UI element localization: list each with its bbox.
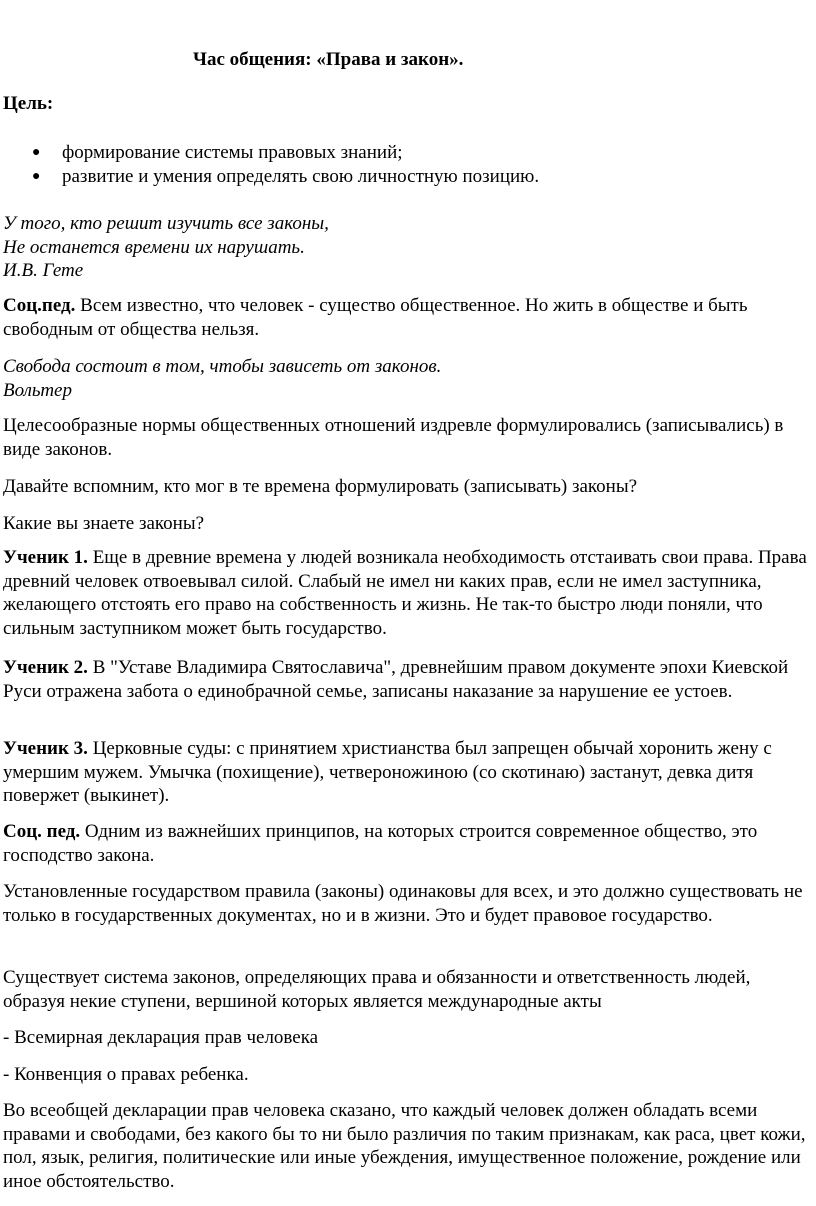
paragraph-student-1: [3, 546, 808, 640]
goal-label: Цель:: [3, 93, 54, 114]
epigraph-author: И.В. Гете: [3, 260, 84, 281]
paragraph-text: Еще в древние времена у людей возникала необходимость отстаивать свои права. Права древний человек отвоевывал силой. Слабый не имел ни каких прав, если не имел заступника, желающего отстоять его право на собственность и жизнь. Не так-то быстро люди поняли, что сильным заступником может быть государство.: [3, 547, 807, 639]
speaker-label: Ученик 3.: [3, 738, 88, 759]
epigraph-line: Не останется времени их нарушать.: [3, 236, 305, 258]
paragraph-convention: - Конвенция о правах ребенка.: [3, 1064, 249, 1085]
page-title: Час общения: «Права и закон».: [193, 49, 464, 70]
speaker-label: Ученик 1.: [3, 547, 88, 568]
speaker-label: Соц.пед.: [3, 295, 76, 316]
epigraph-voltaire: [3, 355, 808, 402]
paragraph-question-1: Давайте вспомним, кто мог в те времена формулировать (записывать) законы?: [3, 476, 638, 497]
epigraph-line: Свобода состоит в том, чтобы зависеть от законов.: [3, 356, 442, 377]
paragraph-system-of-laws: Существует система законов, определяющих права и обязанности и ответственность людей, образуя некие ступени, вершиной которых является международные акты: [3, 967, 751, 1012]
paragraph-text: Одним из важнейших принципов, на которых строится современное общество, это господство закона.: [3, 821, 758, 866]
speaker-label: Ученик 2.: [3, 657, 88, 678]
speaker-label: Соц. пед.: [3, 821, 81, 842]
list-item: ● формирование системы правовых знаний;: [32, 142, 403, 163]
paragraph-laws-intro: Целесообразные нормы общественных отношений издревле формулировались (записывались) в виде законов.: [3, 415, 784, 460]
paragraph-declaration: - Всемирная декларация прав человека: [3, 1027, 319, 1048]
bullet-icon: ●: [32, 145, 41, 160]
paragraph-text: Церковные суды: с принятием христианства был запрещен обычай хоронить жену с умершим мужем. Умычка (похищение), четвероножиною (со скотинаю) застанут, девка дитя повержет (выкинет).: [3, 738, 772, 806]
paragraph-text: Всем известно, что человек - существо общественное. Но жить в обществе и быть свободным от общества нельзя.: [3, 295, 748, 340]
paragraph-student-3: [3, 737, 808, 808]
epigraph-goethe: [3, 212, 808, 283]
epigraph-author: Вольтер: [3, 379, 72, 401]
paragraph-rule-of-law: Установленные государством правила (законы) одинаковы для всех, и это должно существовать не только в государственных документах, но и в жизни. Это и будет правовое государство.: [3, 881, 803, 926]
goals-list: [0, 141, 539, 189]
list-item: ● развитие и умения определять свою личностную позицию.: [32, 166, 540, 187]
epigraph-line: У того, кто решит изучить все законы,: [3, 213, 329, 234]
paragraph-socped-1: [3, 294, 808, 341]
bullet-icon: ●: [32, 169, 41, 184]
paragraph-declaration-text: Во всеобщей декларации прав человека сказано, что каждый человек должен обладать всеми правами и свободами, без какого бы то ни было различия по таким признакам, как раса, цвет кожи, пол, язык, религия, политические или иные убеждения, имущественное положение, рождение или иное обстоятельство.: [3, 1100, 806, 1192]
paragraph-socped-2: [3, 820, 808, 867]
paragraph-question-2: Какие вы знаете законы?: [3, 513, 205, 534]
paragraph-student-2: [3, 656, 808, 703]
paragraph-text: В "Уставе Владимира Святославича", древнейшим правом документе эпохи Киевской Руси отражена забота о единобрачной семье, записаны наказание за нарушение ее устоев.: [3, 657, 789, 702]
